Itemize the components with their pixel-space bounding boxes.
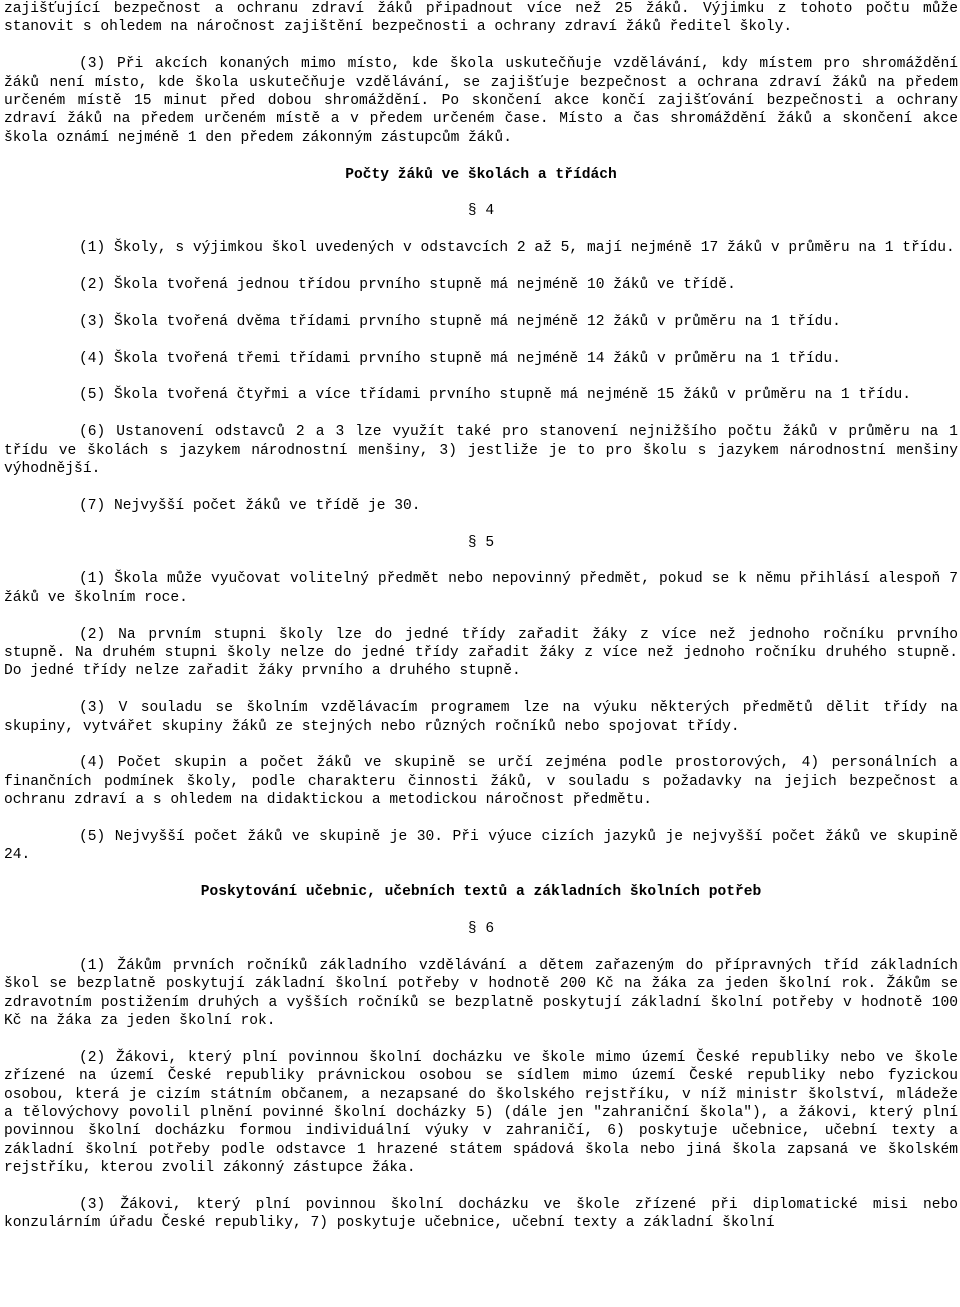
- s4-paragraph-6: (6) Ustanovení odstavců 2 a 3 lze využít také pro stanovení nejnižšího počtu žáků v průměru na 1 třídu ve školách s jazykem národnostní menšiny, 3) jestliže je to pro školu s jazykem národnostní menšiny výhodnější.: [4, 424, 958, 478]
- opening-text: zajišťující bezpečnost a ochranu zdraví žáků připadnout více než 25 žáků. Výjimku z tohoto počtu může stanovit s ohledem na náročnost zajištění bezpečnosti a ochrany zdraví žáků ředitel školy.: [4, 1, 958, 36]
- s4-paragraph-5: (5) Škola tvořená čtyřmi a více třídami prvního stupně má nejméně 15 žáků v průměru na 1 třídu.: [79, 387, 911, 404]
- s4-paragraph-4: (4) Škola tvořená třemi třídami prvního stupně má nejméně 14 žáků v průměru na 1 třídu.: [79, 350, 841, 367]
- s5-paragraph-2: (2) Na prvním stupni školy lze do jedné třídy zařadit žáky z více než jednoho ročníku prvního stupně. Na druhém stupni školy nelze do jedné třídy zařadit žáky z více než jednoho ročníku druhého stupně. Do jedné třídy nelze zařadit žáky prvního a druhého stupně.: [4, 626, 958, 680]
- s5-paragraph-4: (4) Počet skupin a počet žáků ve skupině se určí zejména podle prostorových, 4) personálních a finančních podmínek školy, podle charakteru činnosti žáků, v souladu s požadavky na jejich bezpečnost a ochranu zdraví a s ohledem na didaktickou a metodickou náročnost předmětu.: [4, 755, 958, 809]
- section-4-title: § 4: [467, 203, 495, 220]
- s5-paragraph-1: (1) Škola může vyučovat volitelný předmět nebo nepovinný předmět, pokud se k němu přihlásí alespoň 7 žáků ve školním roce.: [4, 571, 958, 606]
- heading-pocty-zaku: Počty žáků ve školách a třídách: [345, 166, 617, 183]
- s5-paragraph-3: (3) V souladu se školním vzdělávacím programem lze na výuku některých předmětů dělit třídy na skupiny, vytvářet skupiny žáků ze stejných nebo různých ročníků nebo spojovat třídy.: [4, 700, 958, 735]
- s6-paragraph-3: (3) Žákovi, který plní povinnou školní docházku ve škole zřízené při diplomatické misi nebo konzulárním úřadu České republiky, 7) poskytuje učebnice, učební texty a základní školní: [4, 1197, 958, 1232]
- s4-paragraph-1: (1) Školy, s výjimkou škol uvedených v odstavcích 2 až 5, mají nejméně 17 žáků v průměru na 1 třídu.: [79, 240, 955, 257]
- s5-paragraph-5: (5) Nejvyšší počet žáků ve skupině je 30. Při výuce cizích jazyků je nejvyšší počet žáků ve skupině 24.: [4, 829, 958, 864]
- paragraph-3-previous-section: (3) Při akcích konaných mimo místo, kde škola uskutečňuje vzdělávání, kdy místem pro shromáždění žáků není místo, kde škola uskutečňuje vzdělávání, se zajišťuje bezpečnost a ochrana zdraví žáků na předem určeném místě 15 minut před dobou shromáždění. Po skončení akce končí zajišťování bezpečnosti a ochrany zdraví žáků na předem určeném místě a v předem určeném čase. Místo a čas shromáždění žáků a skončení akce škola oznámí nejméně 1 den předem zákonným zástupcům žáků.: [4, 56, 958, 146]
- section-6-title: § 6: [467, 921, 495, 938]
- s4-paragraph-7: (7) Nejvyšší počet žáků ve třídě je 30.: [79, 497, 421, 514]
- s6-paragraph-1: (1) Žákům prvních ročníků základního vzdělávání a dětem zařazeným do přípravných tříd základních škol se bezplatně poskytují základní školní potřeby v hodnotě 200 Kč na žáka za jeden školní rok. Žákům se zdravotním postižením druhých a vyšších ročníků se bezplatně poskytují základní školní potřeby v hodnotě 100 Kč na žáka za jeden školní rok.: [4, 957, 958, 1030]
- s4-paragraph-3: (3) Škola tvořená dvěma třídami prvního stupně má nejméně 12 žáků v průměru na 1 třídu.: [79, 313, 841, 330]
- s6-paragraph-2: (2) Žákovi, který plní povinnou školní docházku ve škole mimo území České republiky nebo ve škole zřízené na území České republiky právnickou osobou se sídlem mimo území České republiky nebo fyzickou osobou, která je cizím státním občanem, a nezapsané do školského rejstříku, v níž ministr školství, mládeže a tělovýchovy povolil plnění povinné školní docházky 5) (dále jen "zahraniční škola"), a žákovi, který plní povinnou školní docházku formou individuální výuky v zahraničí, 6) poskytuje učebnice, učební texty a základní školní potřeby podle odstavce 1 hrazené státem spádová škola nebo jiná škola zapsaná ve školském rejstříku, kterou zvolil zákonný zástupce žáka.: [4, 1049, 958, 1177]
- section-5-title: § 5: [467, 534, 495, 551]
- heading-poskytovani-ucebnic: Poskytování učebnic, učebních textů a základních školních potřeb: [200, 884, 762, 901]
- s4-paragraph-2: (2) Škola tvořená jednou třídou prvního stupně má nejméně 10 žáků ve třídě.: [79, 277, 736, 294]
